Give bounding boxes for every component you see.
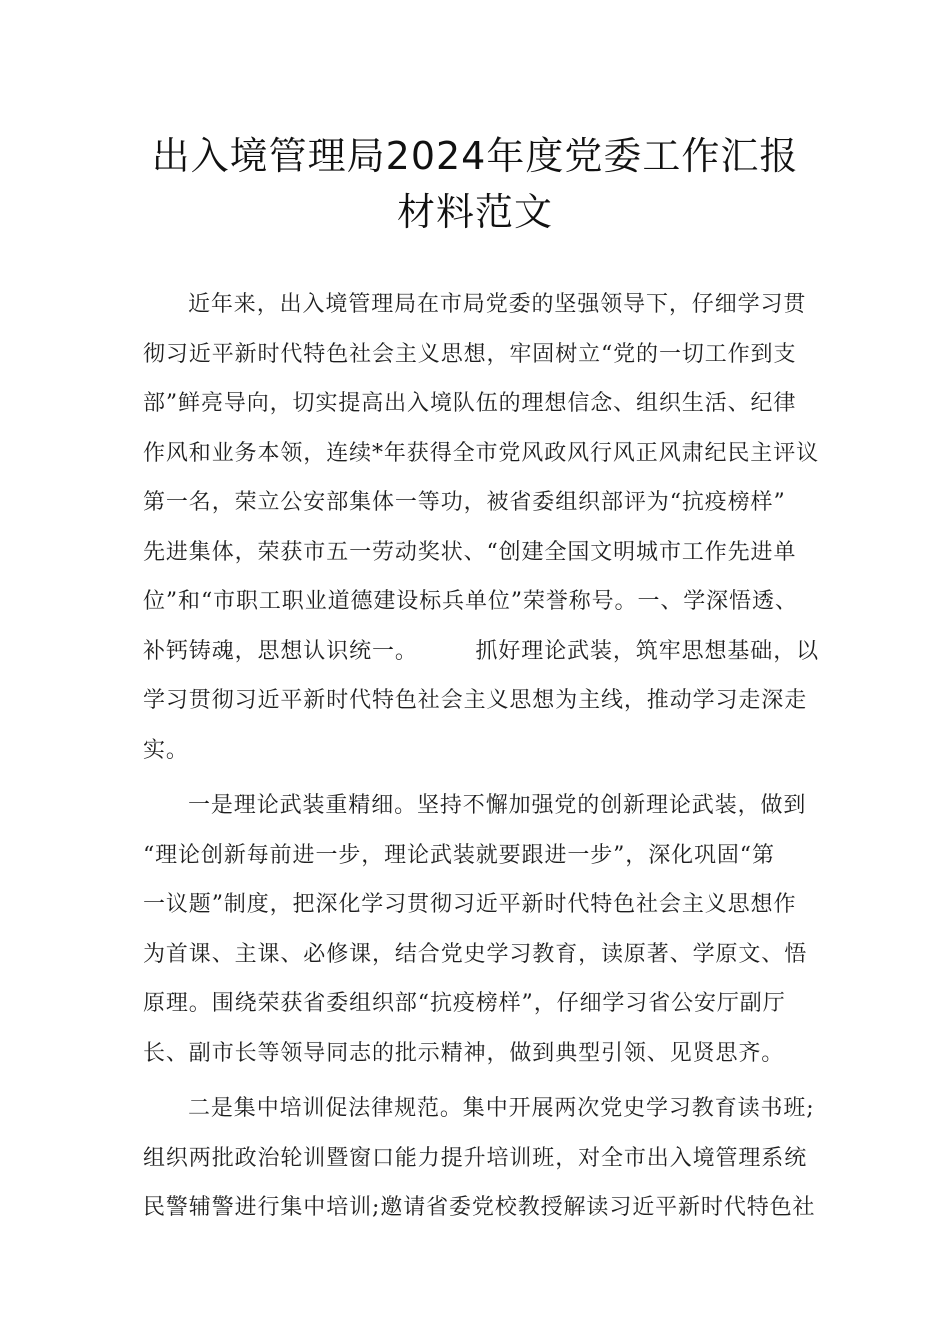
text-line: 部”鲜亮导向，切实提高出入境队伍的理想信念、组织生活、纪律 xyxy=(143,391,797,416)
text-line: 一议题”制度，把深化学习贯彻习近平新时代特色社会主义思想作 xyxy=(143,892,797,917)
text-line: 第一名，荣立公安部集体一等功，被省委组织部评为“抗疫榜样” xyxy=(143,490,786,515)
document-title xyxy=(100,128,850,240)
text-line: 补钙铸魂，思想认识统一。 抓好理论武装，筑牢思想基础，以 xyxy=(143,638,820,664)
text-line: 长、副市长等领导同志的批示精神，做到典型引领、见贤思齐。 xyxy=(143,1040,785,1066)
paragraph-3 xyxy=(143,1084,823,1233)
text-line: 近年来，出入境管理局在市局党委的坚强领导下，仔细学习贯 xyxy=(188,292,807,317)
text-line: 学习贯彻习近平新时代特色社会主义思想为主线，推动学习走深走 xyxy=(143,688,808,713)
title-line-1: 出入境管理局2024年度党委工作汇报 xyxy=(151,134,799,178)
text-line: “理论创新每前进一步，理论武装就要跟进一步”，深化巩固“第 xyxy=(143,842,775,868)
text-line: 原理。围绕荣获省委组织部“抗疫榜样”，仔细学习省公安厅副厅 xyxy=(143,991,786,1016)
text-line: 作风和业务本领，连续*年获得全市党风政风行风正风肃纪民主评议 xyxy=(143,440,820,466)
text-line: 彻习近平新时代特色社会主义思想，牢固树立“党的一切工作到支 xyxy=(143,341,797,367)
text-line: 一是理论武装重精细。坚持不懈加强党的创新理论武装，做到 xyxy=(188,793,807,818)
text-line: 民警辅警进行集中培训;邀请省委党校教授解读习近平新时代特色社 xyxy=(143,1195,816,1220)
paragraph-1 xyxy=(143,280,823,775)
text-line: 二是集中培训促法律规范。集中开展两次党史学习教育读书班; xyxy=(188,1096,815,1121)
paragraph-2 xyxy=(143,781,823,1078)
text-line: 组织两批政治轮训暨窗口能力提升培训班，对全市出入境管理系统 xyxy=(143,1145,808,1171)
title-line-2: 材料范文 xyxy=(396,190,553,234)
text-line: 先进集体，荣获市五一劳动奖状、“创建全国文明城市工作先进单 xyxy=(143,539,797,565)
text-line: 位”和“市职工职业道德建设标兵单位”荣誉称号。一、学深悟透、 xyxy=(143,589,798,614)
document-body xyxy=(143,280,823,1233)
text-line: 为首课、主课、必修课，结合党史学习教育，读原著、学原文、悟 xyxy=(143,941,808,967)
text-line: 实。 xyxy=(143,737,189,763)
